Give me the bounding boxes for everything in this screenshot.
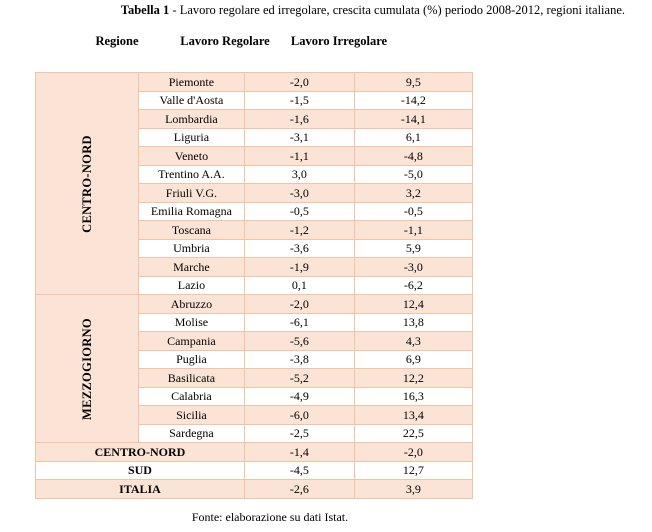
cell-regular: 0,1 bbox=[244, 276, 354, 295]
cell-irregular: -1,1 bbox=[354, 221, 472, 240]
cell-region: Trentino A.A. bbox=[138, 165, 244, 184]
cell-irregular: 13,8 bbox=[354, 313, 472, 332]
total-regular: -4,5 bbox=[244, 461, 354, 480]
table-row bbox=[36, 295, 473, 314]
cell-region: Puglia bbox=[138, 350, 244, 369]
header-irregular-work: Lavoro Irregolare bbox=[290, 34, 388, 48]
cell-region: Valle d'Aosta bbox=[138, 91, 244, 110]
cell-irregular: -0,5 bbox=[354, 202, 472, 221]
total-irregular: -2,0 bbox=[354, 443, 472, 462]
cell-irregular: 12,4 bbox=[354, 295, 472, 314]
total-irregular: 12,7 bbox=[354, 461, 472, 480]
cell-region: Lombardia bbox=[138, 110, 244, 129]
cell-irregular: -5,0 bbox=[354, 165, 472, 184]
cell-irregular: 4,3 bbox=[354, 332, 472, 351]
cell-region: Marche bbox=[138, 258, 244, 277]
cell-regular: -3,8 bbox=[244, 350, 354, 369]
total-label: SUD bbox=[36, 461, 245, 480]
cell-region: Piemonte bbox=[138, 73, 244, 92]
data-table bbox=[35, 72, 473, 499]
cell-irregular: 5,9 bbox=[354, 239, 472, 258]
cell-irregular: 3,2 bbox=[354, 184, 472, 203]
cell-regular: -1,6 bbox=[244, 110, 354, 129]
cell-regular: -5,6 bbox=[244, 332, 354, 351]
cell-region: Calabria bbox=[138, 387, 244, 406]
cell-regular: -3,1 bbox=[244, 128, 354, 147]
cell-regular: -2,5 bbox=[244, 424, 354, 443]
total-irregular: 3,9 bbox=[354, 480, 472, 499]
cell-irregular: 6,1 bbox=[354, 128, 472, 147]
cell-regular: -1,2 bbox=[244, 221, 354, 240]
cell-regular: -6,1 bbox=[244, 313, 354, 332]
cell-region: Molise bbox=[138, 313, 244, 332]
header-regular-work: Lavoro Regolare bbox=[180, 34, 270, 48]
cell-region: Sardegna bbox=[138, 424, 244, 443]
cell-region: Sicilia bbox=[138, 406, 244, 425]
cell-region: Friuli V.G. bbox=[138, 184, 244, 203]
source-note: Fonte: elaborazione su dati Istat. bbox=[191, 510, 349, 524]
cell-irregular: 22,5 bbox=[354, 424, 472, 443]
cell-region: Emilia Romagna bbox=[138, 202, 244, 221]
cell-region: Liguria bbox=[138, 128, 244, 147]
group-label: MEZZOGIORNO bbox=[79, 317, 94, 420]
total-label: CENTRO-NORD bbox=[36, 443, 245, 462]
cell-regular: -2,0 bbox=[244, 73, 354, 92]
cell-irregular: 9,5 bbox=[354, 73, 472, 92]
cell-regular: 3,0 bbox=[244, 165, 354, 184]
total-regular: -2,6 bbox=[244, 480, 354, 499]
caption-text: - Lavoro regolare ed irregolare, crescita cumulata (%) periodo 2008-2012, regioni italiane. bbox=[169, 3, 625, 17]
group-label: CENTRO-NORD bbox=[79, 134, 94, 233]
table-caption bbox=[0, 3, 652, 18]
cell-regular: -1,1 bbox=[244, 147, 354, 166]
cell-irregular: -3,0 bbox=[354, 258, 472, 277]
cell-regular: -2,0 bbox=[244, 295, 354, 314]
group-label-cell bbox=[36, 73, 139, 295]
table-row bbox=[36, 73, 473, 92]
total-regular: -1,4 bbox=[244, 443, 354, 462]
total-row bbox=[36, 461, 473, 480]
cell-regular: -3,6 bbox=[244, 239, 354, 258]
cell-irregular: 12,2 bbox=[354, 369, 472, 388]
cell-irregular: -14,2 bbox=[354, 91, 472, 110]
cell-regular: -0,5 bbox=[244, 202, 354, 221]
cell-irregular: 16,3 bbox=[354, 387, 472, 406]
cell-irregular: 13,4 bbox=[354, 406, 472, 425]
cell-region: Toscana bbox=[138, 221, 244, 240]
cell-irregular: -14,1 bbox=[354, 110, 472, 129]
cell-irregular: -6,2 bbox=[354, 276, 472, 295]
header-region: Regione bbox=[95, 34, 139, 48]
cell-region: Campania bbox=[138, 332, 244, 351]
cell-regular: -1,5 bbox=[244, 91, 354, 110]
cell-regular: -4,9 bbox=[244, 387, 354, 406]
cell-irregular: -4,8 bbox=[354, 147, 472, 166]
cell-regular: -5,2 bbox=[244, 369, 354, 388]
cell-region: Abruzzo bbox=[138, 295, 244, 314]
cell-regular: -6,0 bbox=[244, 406, 354, 425]
cell-region: Lazio bbox=[138, 276, 244, 295]
group-label-cell bbox=[36, 295, 139, 443]
total-label: ITALIA bbox=[36, 480, 245, 499]
cell-regular: -3,0 bbox=[244, 184, 354, 203]
total-row bbox=[36, 480, 473, 499]
cell-irregular: 6,9 bbox=[354, 350, 472, 369]
cell-regular: -1,9 bbox=[244, 258, 354, 277]
total-row bbox=[36, 443, 473, 462]
caption-label: Tabella 1 bbox=[120, 3, 170, 17]
cell-region: Veneto bbox=[138, 147, 244, 166]
cell-region: Basilicata bbox=[138, 369, 244, 388]
cell-region: Umbria bbox=[138, 239, 244, 258]
